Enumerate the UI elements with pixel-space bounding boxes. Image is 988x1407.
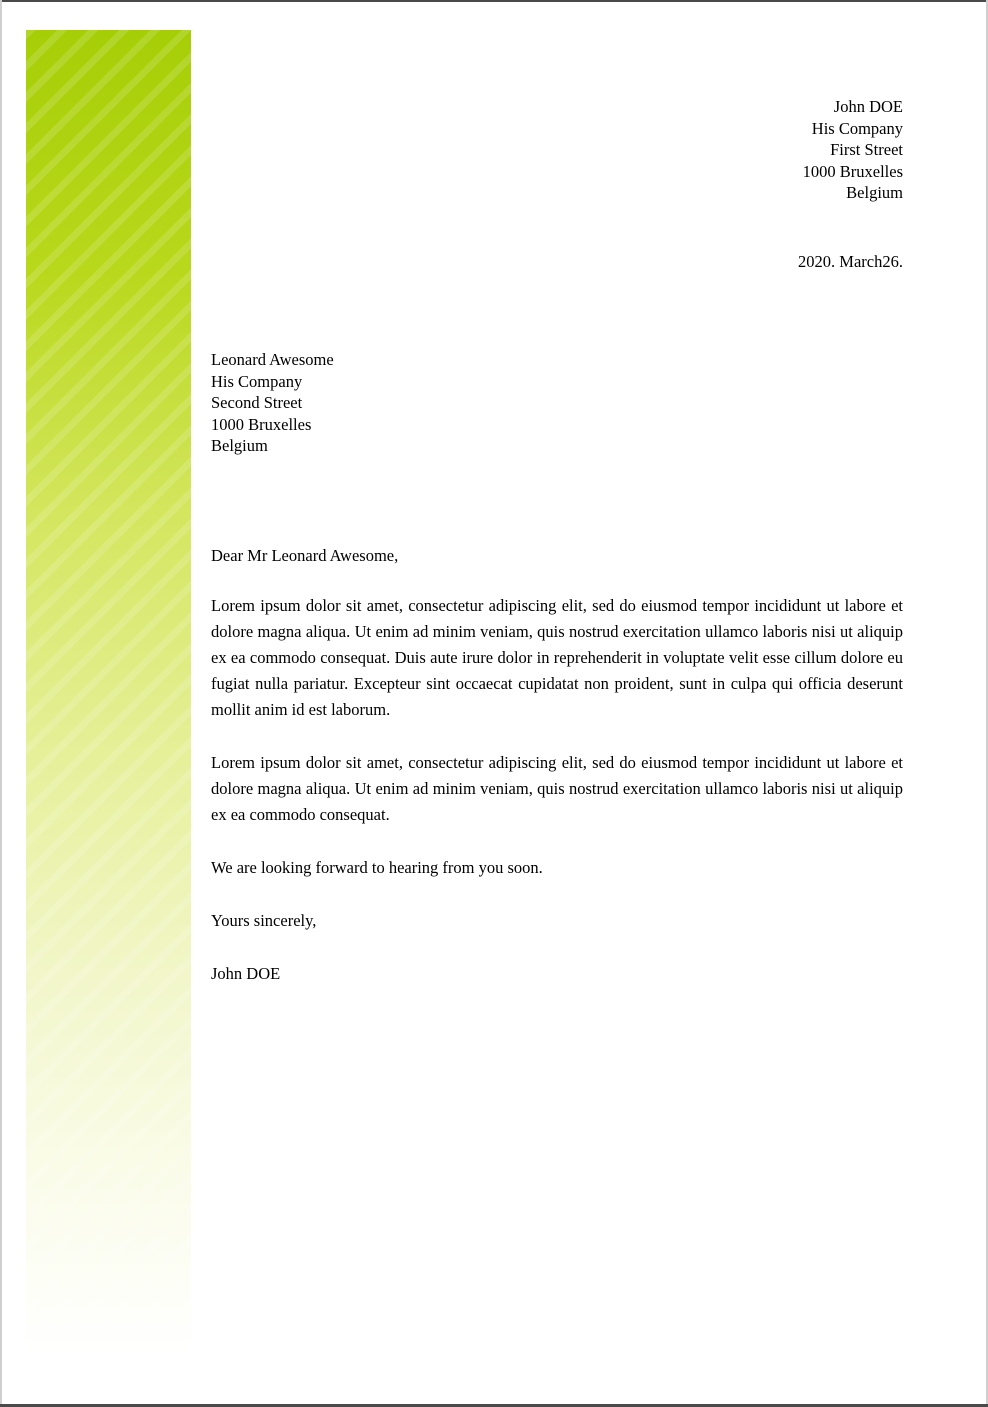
sender-address-line: 1000 Bruxelles [802, 161, 903, 181]
call-to-action-line: We are looking forward to hearing from you soon. [211, 857, 543, 877]
sender-address-line: Belgium [846, 183, 903, 202]
body-paragraph: Lorem ipsum dolor sit amet, consectetur adipiscing elit, sed do eiusmod tempor incididunt ut labore et dolore magna aliqua. Ut enim ad minim veniam, quis nostrud exercitation ullamco laboris nisi ut aliquip ex ea commodo consequat. [211, 752, 903, 824]
sender-address-line: First Street [830, 140, 903, 159]
signature-name: John DOE [211, 963, 281, 983]
recipient-address-line: Leonard Awesome [211, 350, 334, 369]
recipient-address-line: Belgium [211, 436, 268, 455]
recipient-address-block [211, 349, 903, 457]
recipient-address-line: Second Street [211, 393, 303, 412]
closing-line: Yours sincerely, [211, 910, 317, 930]
decorative-gradient-band [26, 30, 191, 1382]
salutation: Dear Mr Leonard Awesome, [211, 545, 399, 565]
page-left-edge [0, 0, 2, 1407]
recipient-address-line: 1000 Bruxelles [211, 414, 312, 434]
sender-address-line: His Company [811, 118, 903, 138]
recipient-address-line: His Company [211, 371, 303, 391]
sender-address-block [211, 96, 903, 204]
body-paragraph: Lorem ipsum dolor sit amet, consectetur adipiscing elit, sed do eiusmod tempor incididunt ut labore et dolore magna aliqua. Ut enim ad minim veniam, quis nostrud exercitation ullamco laboris nisi ut aliquip ex ea commodo consequat. Duis aute irure dolor in reprehenderit in voluptate velit esse cillum dolore eu fugiat nulla pariatur. Excepteur sint occaecat cupidatat non proident, sunt in culpa qui officia deserunt mollit anim id est laborum. [211, 595, 903, 719]
letter-content [211, 0, 903, 987]
letter-date: 2020. March26. [798, 251, 903, 271]
sender-address-line: John DOE [833, 97, 903, 116]
